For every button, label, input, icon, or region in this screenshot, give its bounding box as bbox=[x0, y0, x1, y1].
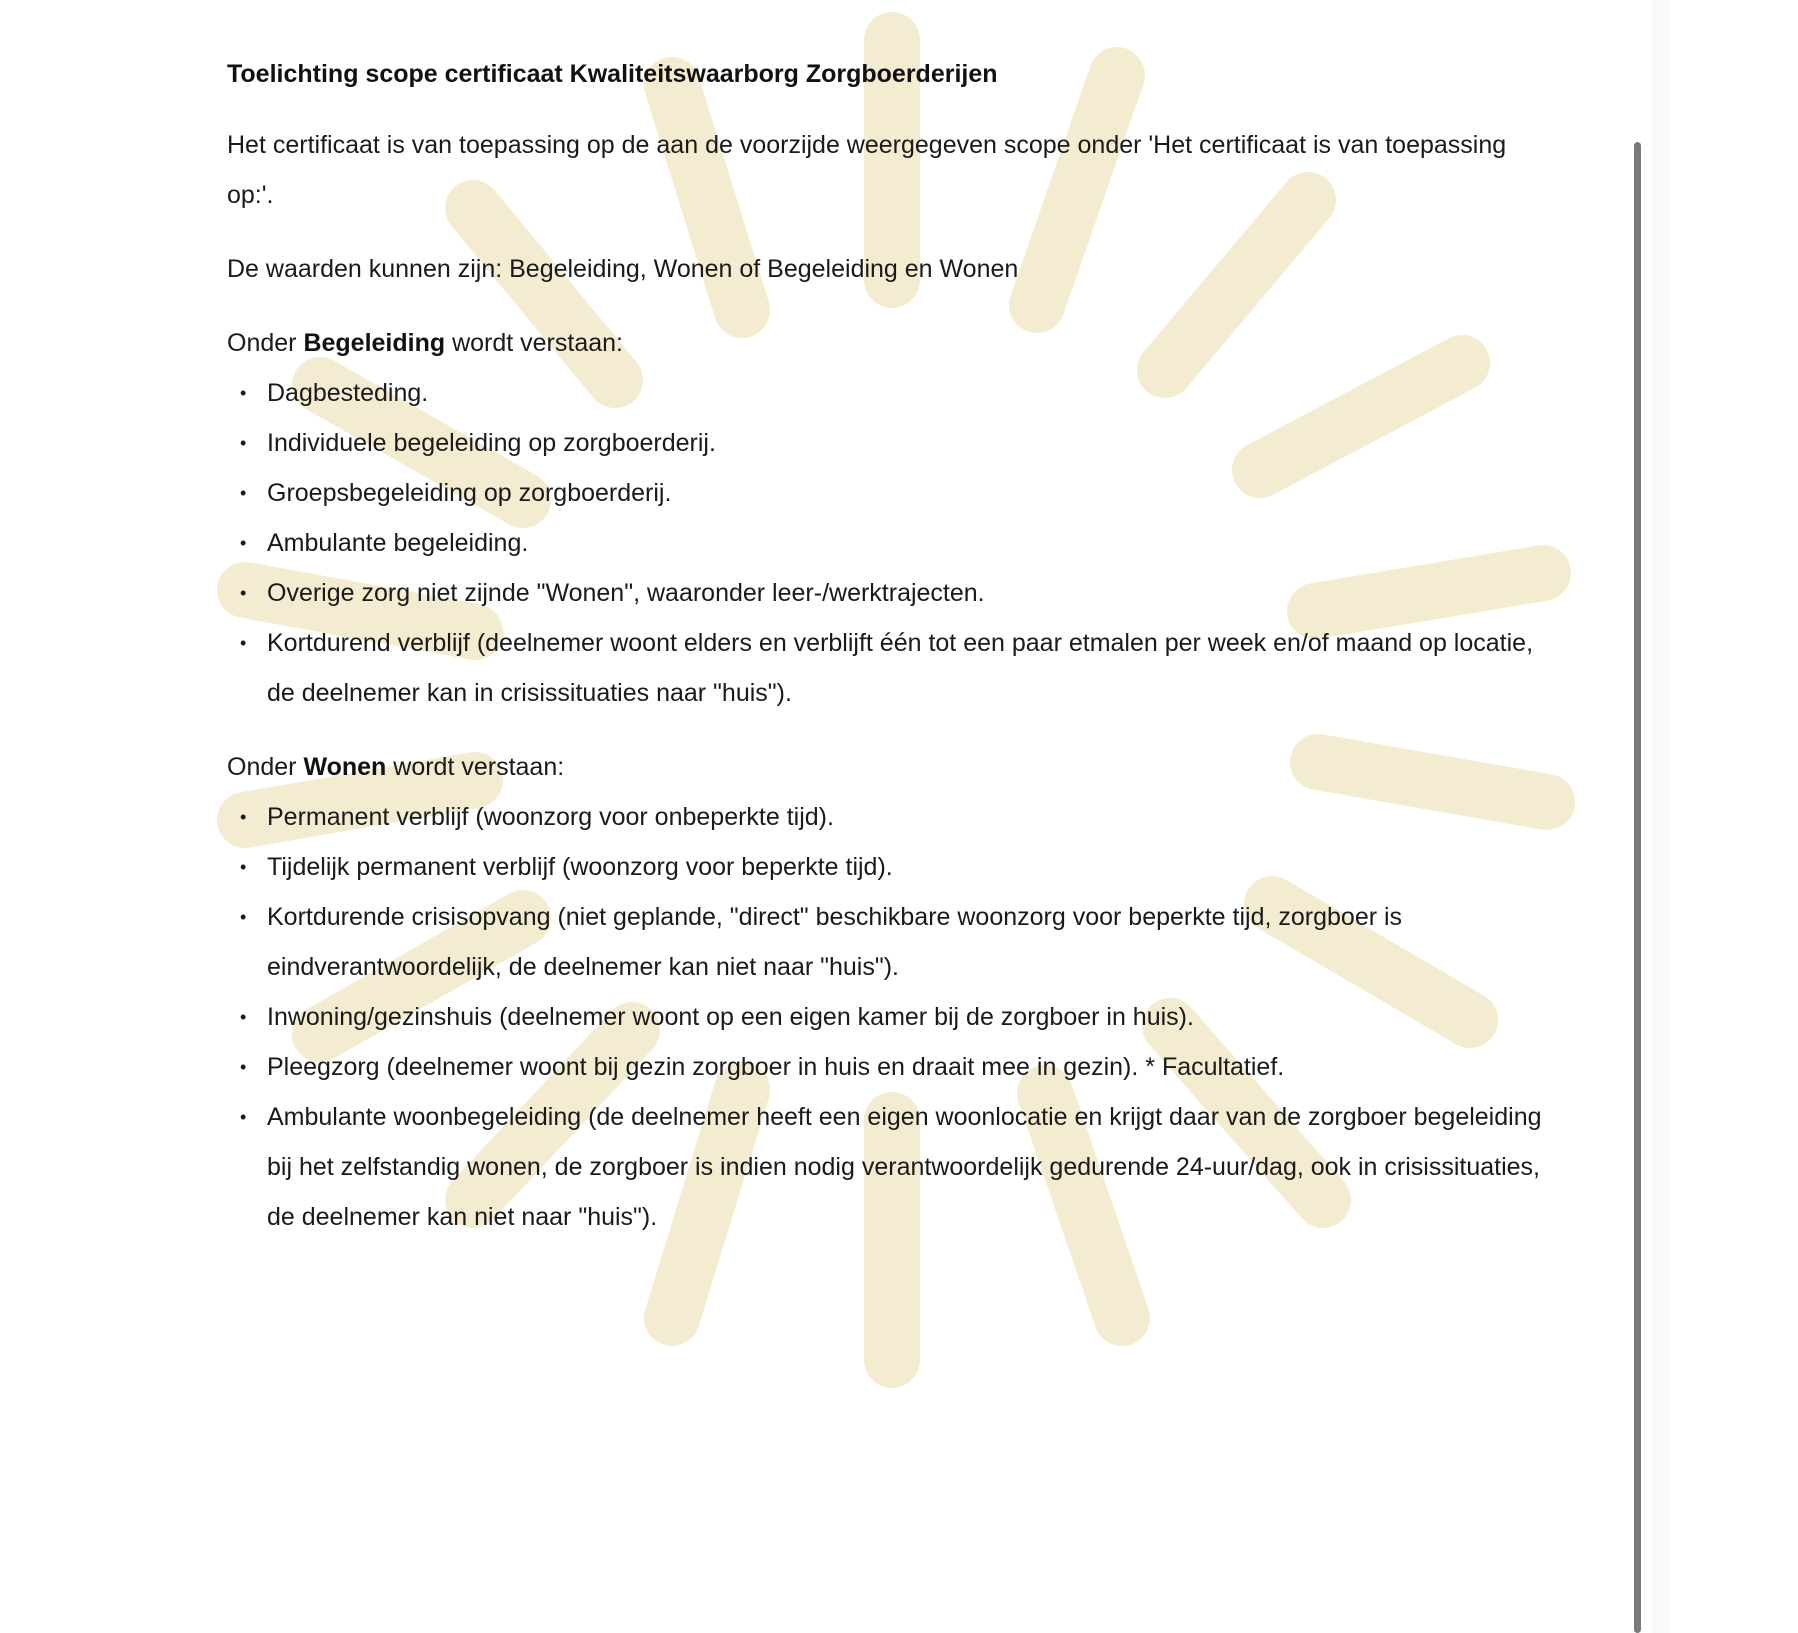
begeleiding-term: Begeleiding bbox=[303, 329, 446, 357]
values-paragraph: De waarden kunnen zijn: Begeleiding, Wonen of Begeleiding en Wonen bbox=[227, 255, 1019, 283]
wonen-prefix: Onder bbox=[227, 753, 304, 781]
list-item: • Dagbesteding. bbox=[267, 368, 1557, 418]
begeleiding-prefix: Onder bbox=[227, 329, 304, 357]
wonen-list bbox=[227, 792, 1557, 1242]
list-item: • Pleegzorg (deelnemer woont bij gezin zorgboer in huis en draait mee in gezin). * Facultatief. bbox=[267, 1042, 1557, 1092]
page-title: Toelichting scope certificaat Kwaliteitswaarborg Zorgboerderijen bbox=[227, 60, 998, 88]
begeleiding-heading bbox=[227, 318, 1557, 368]
begeleiding-suffix: wordt verstaan: bbox=[445, 329, 623, 357]
scrollbar-track[interactable] bbox=[1652, 0, 1670, 1633]
begeleiding-list bbox=[227, 368, 1557, 718]
list-item: • Kortdurend verblijf (deelnemer woont elders en verblijft één tot een paar etmalen per week en/of maand op locatie, de deelnemer kan in crisissituaties naar "huis"). bbox=[267, 618, 1557, 718]
list-item: • Ambulante woonbegeleiding (de deelnemer heeft een eigen woonlocatie en krijgt daar van de zorgboer begeleiding bij het zelfstandig wonen, de zorgboer is indien nodig verantwoordelijk gedurende 24-uur/dag, ook in crisissituaties, de deelnemer kan niet naar "huis"). bbox=[267, 1092, 1557, 1242]
list-item: • Overige zorg niet zijnde "Wonen", waaronder leer-/werktrajecten. bbox=[267, 568, 1557, 618]
wonen-suffix: wordt verstaan: bbox=[386, 753, 565, 781]
wonen-heading bbox=[227, 742, 1557, 792]
list-item: • Individuele begeleiding op zorgboerderij. bbox=[267, 418, 1557, 468]
list-item: • Tijdelijk permanent verblijf (woonzorg voor beperkte tijd). bbox=[267, 842, 1557, 892]
list-item: • Inwoning/gezinshuis (deelnemer woont op een eigen kamer bij de zorgboer in huis). bbox=[267, 992, 1557, 1042]
intro-paragraph: Het certificaat is van toepassing op de aan de voorzijde weergegeven scope onder 'Het certificaat is van toepassing op:'. bbox=[227, 131, 1507, 209]
list-item: • Permanent verblijf (woonzorg voor onbeperkte tijd). bbox=[267, 792, 1557, 842]
document-body bbox=[227, 52, 1557, 1266]
wonen-term: Wonen bbox=[303, 753, 387, 781]
list-item: • Kortdurende crisisopvang (niet geplande, "direct" beschikbare woonzorg voor beperkte tijd, zorgboer is eindverantwoordelijk, de deelnemer kan niet naar "huis"). bbox=[267, 892, 1557, 992]
list-item: • Ambulante begeleiding. bbox=[267, 518, 1557, 568]
scrollbar-thumb[interactable] bbox=[1634, 142, 1641, 1633]
list-item: • Groepsbegeleiding op zorgboerderij. bbox=[267, 468, 1557, 518]
